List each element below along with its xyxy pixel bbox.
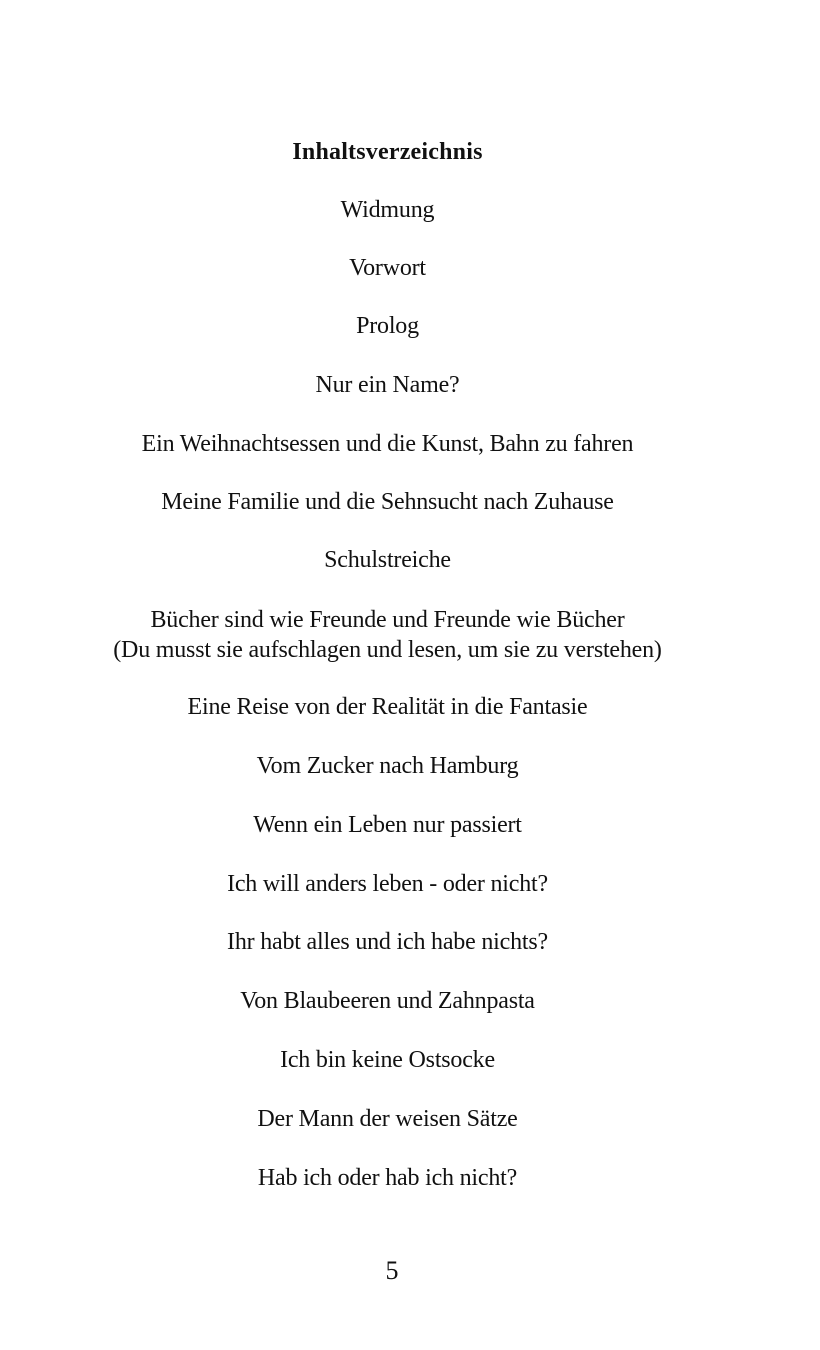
- toc-entry-label: Ich will anders leben - oder nicht?: [227, 871, 548, 897]
- toc-entry-label: Der Mann der weisen Sätze: [257, 1106, 518, 1132]
- toc-entry-buecher: [0, 605, 775, 665]
- toc-entry-label: Eine Reise von der Realität in die Fantasie: [187, 694, 588, 720]
- toc-entry-label: Vom Zucker nach Hamburg: [256, 753, 519, 779]
- toc-entry-label: Vorwort: [349, 255, 426, 281]
- toc-entry-label: Hab ich oder hab ich nicht?: [257, 1165, 518, 1191]
- toc-entry-label: Widmung: [340, 197, 435, 223]
- toc-entry-subtitle: (Du musst sie aufschlagen und lesen, um sie zu verstehen): [113, 637, 662, 663]
- toc-entry-blaubeeren: [0, 986, 775, 1016]
- toc-entry-anders-leben: [0, 869, 775, 899]
- toc-entry-label: Ein Weihnachtsessen und die Kunst, Bahn zu fahren: [141, 431, 634, 457]
- toc-entry-nur-ein-name: [0, 370, 775, 400]
- toc-entry-label: Ich bin keine Ostsocke: [280, 1047, 495, 1073]
- toc-entry-prolog: [0, 311, 775, 341]
- toc-entry-alles-nichts: [0, 927, 775, 957]
- toc-entry-reise: [0, 692, 775, 722]
- toc-entry-leben-passiert: [0, 810, 775, 840]
- toc-entry-zucker-hamburg: [0, 751, 775, 781]
- toc-entry-vorwort: [0, 253, 775, 283]
- toc-entry-label: Wenn ein Leben nur passiert: [253, 812, 522, 838]
- toc-entry-schulstreiche: [0, 545, 775, 575]
- toc-entry-label: Ihr habt alles und ich habe nichts?: [227, 929, 548, 955]
- toc-entry-label: Von Blaubeeren und Zahnpasta: [240, 988, 535, 1014]
- toc-entry-label: Bücher sind wie Freunde und Freunde wie Bücher: [150, 607, 625, 633]
- toc-entry-label: Meine Familie und die Sehnsucht nach Zuhause: [161, 489, 614, 515]
- toc-entry-hab-ich: [0, 1163, 775, 1193]
- toc-title: Inhaltsverzeichnis: [292, 139, 483, 165]
- toc-entry-ostsocke: [0, 1045, 775, 1075]
- toc-entry-label: Schulstreiche: [324, 547, 451, 573]
- toc-entry-meine-familie: [0, 487, 775, 517]
- toc-entry-weise-saetze: [0, 1104, 775, 1134]
- toc-entry-widmung: [0, 195, 775, 225]
- toc-entry-label: Nur ein Name?: [315, 372, 460, 398]
- toc-entry-label: Prolog: [356, 313, 419, 339]
- page-number: 5: [385, 1256, 399, 1285]
- toc-entry-weihnachtsessen: [0, 429, 775, 459]
